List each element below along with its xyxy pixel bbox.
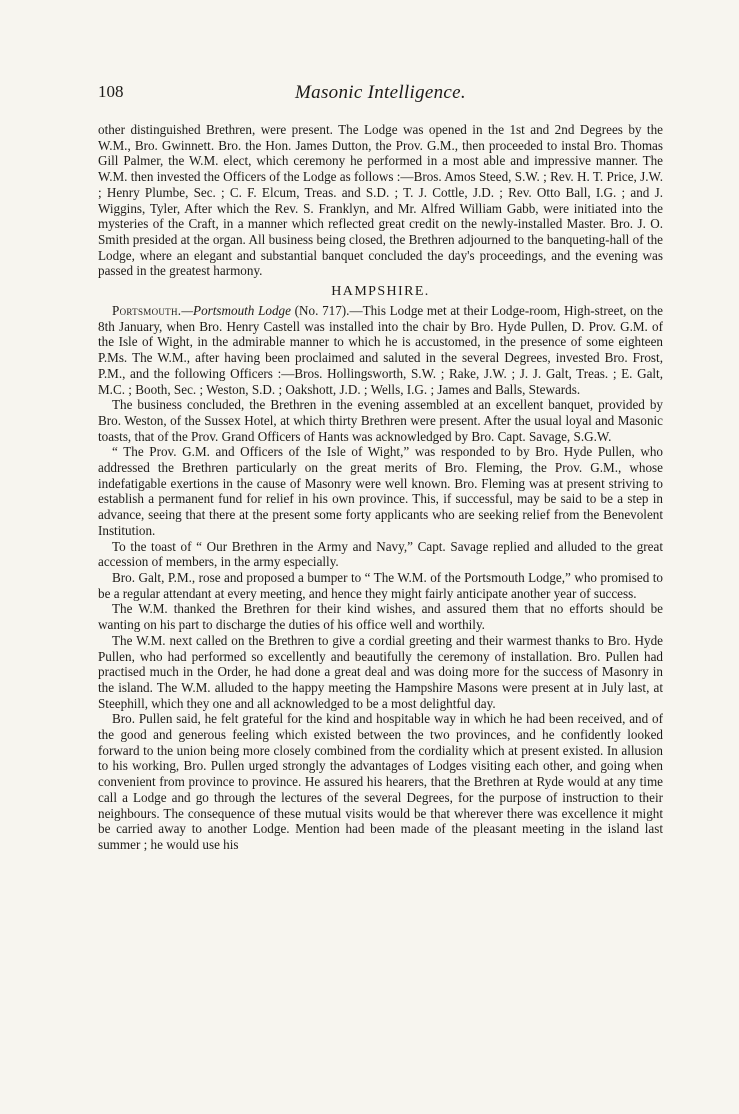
- place-name: Portsmouth.: [112, 303, 182, 319]
- page-number: 108: [98, 82, 124, 101]
- article-body: [98, 122, 663, 853]
- paragraph-pullen-reply: Bro. Pullen said, he felt grateful for the kind and hospitable way in which he had been received, and of the good and generous feeling which existed between the two provinces, and he confidently looked forward to the union being more closely combined from the cordiality which at present existed. In allusion to his working, Bro. Pullen urged strongly the advantages of Lodges visiting each other, and going when convenient from province to province. He assured his hearers, that the Brethren at Ryde would at any time call a Lodge and go through the lectures of the several Degrees, for the purpose of instruction to their neighbours. The consequence of these mutual visits would be that wherever there was excellence it might be carried away to another Lodge. Mention had been made of the pleasant meeting in the island last summer ; he would use his: [98, 711, 663, 852]
- paragraph-galt-bumper: Bro. Galt, P.M., rose and proposed a bumper to “ The W.M. of the Portsmouth Lodge,” who promised to be a regular attendant at every meeting, and hence they might fairly anticipate another year of success.: [98, 569, 663, 601]
- intro-paragraph: other distinguished Brethren, were present. The Lodge was opened in the 1st and 2nd Degrees by the W.M., Bro. Gwinnett. Bro. the Hon. James Dutton, the Prov. G.M., then proceeded to instal Bro. Thomas Gill Palmer, the W.M. elect, which ceremony he performed in a most able and impressive manner. The W.M. then invested the Officers of the Lodge as follows :—Bros. Amos Steed, S.W. ; Rev. H. T. Price, J.W. ; Henry Plumbe, Sec. ; C. F. Elcum, Treas. and S.D. ; T. J. Cottle, J.D. ; Rev. Otto Ball, I.G. ; and J. Wiggins, Tyler, After which the Rev. S. Franklyn, and Mr. Alfred William Gabb, were initiated into the mysteries of the Craft, in a manner which reflected great credit on the newly-installed Master. Bro. J. O. Smith presided at the organ. All business being closed, the Brethren adjourned to the banqueting-hall of the Lodge, where an elegant and substantial banquet concluded the day's proceedings, and the evening was passed in the greatest harmony.: [98, 122, 663, 279]
- paragraph-pullen-greeting: The W.M. next called on the Brethren to give a cordial greeting and their warmest thanks to Bro. Hyde Pullen, who had performed so excellently and beautifully the ceremony of installation. Bro. Pullen had practised much in the Order, he had done a great deal and was doing more for the success of Masonry in the island. The W.M. alluded to the happy meeting the Hampshire Masons were present at in July last, at Steephill, which they one and all acknowledged to be a most delightful day.: [98, 632, 663, 711]
- running-title: Masonic Intelligence.: [295, 82, 466, 103]
- section-heading: HAMPSHIRE.: [331, 284, 430, 300]
- paragraph-army-navy-toast: To the toast of “ Our Brethren in the Army and Navy,” Capt. Savage replied and alluded to the great accession of members, in the army especially.: [98, 538, 663, 570]
- lodge-name: —Portsmouth Lodge: [181, 303, 291, 319]
- paragraph-banquet: The business concluded, the Brethren in the evening assembled at an excellent banquet, provided by Bro. Weston, of the Sussex Hotel, at which thirty Brethren were present. After the usual loyal and Masonic toasts, that of the Prov. Grand Officers of Hants was acknowledged by Bro. Capt. Savage, S.G.W.: [98, 397, 663, 444]
- paragraph-isle-of-wight-toast: “ The Prov. G.M. and Officers of the Isle of Wight,” was responded to by Bro. Hyde Pullen, who addressed the Brethren particularly on the great merits of Bro. Fleming, the Prov. G.M., whose indefatigable exertions in the cause of Masonry were well known. Bro. Fleming was at present striving to establish a permanent fund for relief in his own province. This, if successful, may be said to be a step in advance, seeing that there at the present some forty applicants who are seeking relief from the Benevolent Institution.: [98, 444, 663, 538]
- page-header: [98, 82, 663, 108]
- paragraph-wm-thanks: The W.M. thanked the Brethren for their kind wishes, and assured them that no efforts should be wanting on his part to discharge the duties of his office well and worthily.: [98, 601, 663, 633]
- portsmouth-paragraph: [98, 303, 663, 397]
- portsmouth-text: (No. 717).—This Lodge met at their Lodge-room, High-street, on the 8th January, when Bro. Henry Castell was installed into the chair by Bro. Hyde Pullen, D. Prov. G.M. of the Isle of Wight, in the admirable manner to which he is accustomed, in the presence of some eighteen P.Ms. The W.M., after having been proclaimed and saluted in the several Degrees, invested Bro. Frost, P.M., and the following Officers :—Bros. Hollingsworth, S.W. ; Rake, J.W. ; J. J. Galt, Treas. ; E. Galt, M.C. ; Booth, Sec. ; Weston, S.D. ; Oakshott, J.D. ; Wells, I.G. ; James and Balls, Stewards.: [98, 303, 663, 397]
